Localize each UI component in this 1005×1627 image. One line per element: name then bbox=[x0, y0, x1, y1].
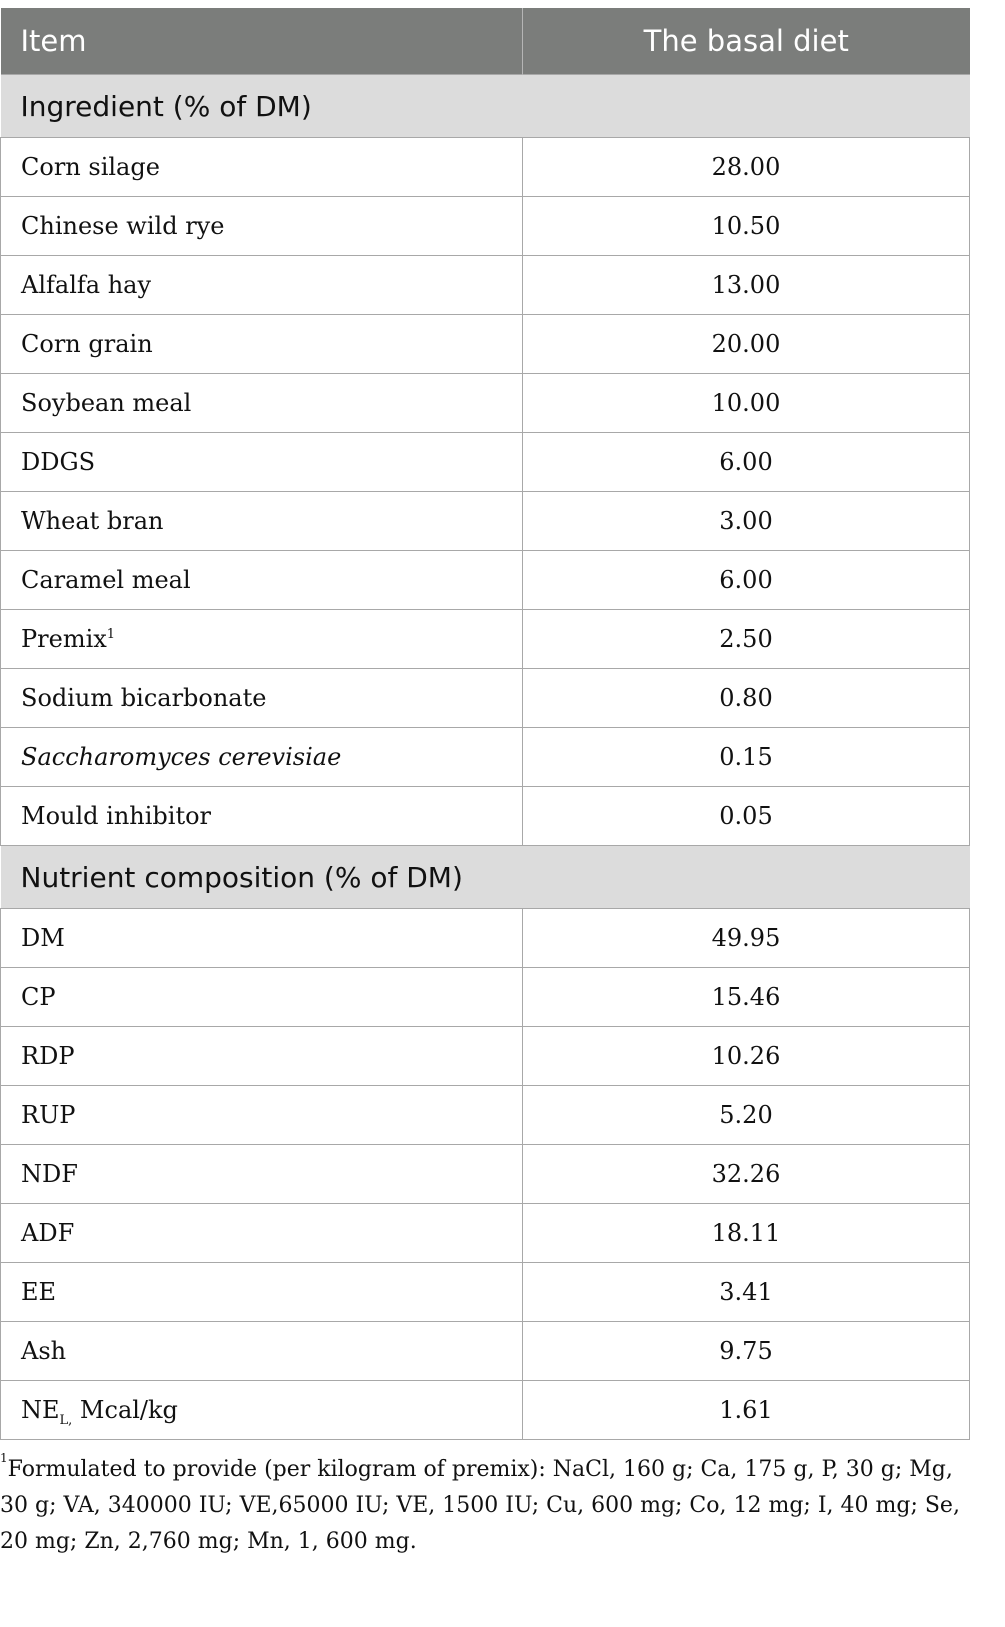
row-label: Ash bbox=[1, 1322, 523, 1381]
row-value: 0.15 bbox=[523, 728, 970, 787]
row-label: Soybean meal bbox=[1, 374, 523, 433]
row-value: 20.00 bbox=[523, 315, 970, 374]
diet-composition-table bbox=[0, 8, 970, 1440]
row-value: 1.61 bbox=[523, 1381, 970, 1440]
row-label: Saccharomyces cerevisiae bbox=[1, 728, 523, 787]
table-row bbox=[1, 1086, 970, 1145]
table-row bbox=[1, 968, 970, 1027]
table-row bbox=[1, 728, 970, 787]
nel-label: NE bbox=[21, 1396, 60, 1424]
row-label: Alfalfa hay bbox=[1, 256, 523, 315]
row-value: 3.41 bbox=[523, 1263, 970, 1322]
row-label: Corn silage bbox=[1, 138, 523, 197]
diet-table-container bbox=[0, 8, 969, 1440]
table-row bbox=[1, 492, 970, 551]
row-label: Caramel meal bbox=[1, 551, 523, 610]
section-title: Nutrient composition (% of DM) bbox=[1, 846, 970, 909]
row-label: Chinese wild rye bbox=[1, 197, 523, 256]
table-row bbox=[1, 551, 970, 610]
footnote-marker: 1 bbox=[106, 627, 116, 642]
table-row bbox=[1, 1145, 970, 1204]
row-value: 10.50 bbox=[523, 197, 970, 256]
header-item: Item bbox=[1, 8, 523, 75]
table-row bbox=[1, 1381, 970, 1440]
row-value: 28.00 bbox=[523, 138, 970, 197]
section-title: Ingredient (% of DM) bbox=[1, 75, 970, 138]
row-label: RUP bbox=[1, 1086, 523, 1145]
table-row bbox=[1, 374, 970, 433]
table-row bbox=[1, 610, 970, 669]
footnote-marker: 1 bbox=[0, 1451, 8, 1465]
row-label bbox=[1, 1381, 523, 1440]
row-value: 13.00 bbox=[523, 256, 970, 315]
table-row bbox=[1, 787, 970, 846]
table-row bbox=[1, 433, 970, 492]
row-label: NDF bbox=[1, 1145, 523, 1204]
table-footnote bbox=[0, 1452, 965, 1560]
row-value: 6.00 bbox=[523, 433, 970, 492]
row-label: Sodium bicarbonate bbox=[1, 669, 523, 728]
section-nutrient-composition bbox=[1, 846, 970, 909]
row-label: DDGS bbox=[1, 433, 523, 492]
row-value: 15.46 bbox=[523, 968, 970, 1027]
row-label bbox=[1, 610, 523, 669]
footnote-text: Formulated to provide (per kilogram of premix): NaCl, 160 g; Ca, 175 g, P, 30 g; Mg, 30 g; VA, 340000 IU; VE,65000 IU; VE, 1500 IU; Cu, 600 mg; Co, 12 mg; I, 40 mg; Se, 20 mg; Zn, 2,760 mg; Mn, 1, 600 mg. bbox=[0, 1457, 960, 1554]
row-value: 10.26 bbox=[523, 1027, 970, 1086]
row-label: Wheat bran bbox=[1, 492, 523, 551]
row-value: 0.05 bbox=[523, 787, 970, 846]
table-row bbox=[1, 1322, 970, 1381]
row-value: 9.75 bbox=[523, 1322, 970, 1381]
table-row bbox=[1, 1204, 970, 1263]
row-value: 32.26 bbox=[523, 1145, 970, 1204]
row-value: 10.00 bbox=[523, 374, 970, 433]
table-row bbox=[1, 669, 970, 728]
table-row bbox=[1, 315, 970, 374]
row-value: 0.80 bbox=[523, 669, 970, 728]
row-label: CP bbox=[1, 968, 523, 1027]
row-value: 49.95 bbox=[523, 909, 970, 968]
row-value: 6.00 bbox=[523, 551, 970, 610]
table-header-row bbox=[1, 8, 970, 75]
table-row bbox=[1, 1027, 970, 1086]
row-label: DM bbox=[1, 909, 523, 968]
section-ingredient bbox=[1, 75, 970, 138]
table-row bbox=[1, 138, 970, 197]
row-label: Corn grain bbox=[1, 315, 523, 374]
row-label: Mould inhibitor bbox=[1, 787, 523, 846]
row-label: ADF bbox=[1, 1204, 523, 1263]
row-label: RDP bbox=[1, 1027, 523, 1086]
row-value: 3.00 bbox=[523, 492, 970, 551]
table-row bbox=[1, 1263, 970, 1322]
table-row bbox=[1, 197, 970, 256]
header-basal-diet: The basal diet bbox=[523, 8, 970, 75]
row-value: 18.11 bbox=[523, 1204, 970, 1263]
row-label: EE bbox=[1, 1263, 523, 1322]
row-value: 5.20 bbox=[523, 1086, 970, 1145]
nel-unit: Mcal/kg bbox=[72, 1396, 178, 1424]
table-row bbox=[1, 256, 970, 315]
nel-subscript: L, bbox=[59, 1412, 73, 1428]
row-value: 2.50 bbox=[523, 610, 970, 669]
premix-label: Premix bbox=[21, 625, 107, 653]
table-row bbox=[1, 909, 970, 968]
